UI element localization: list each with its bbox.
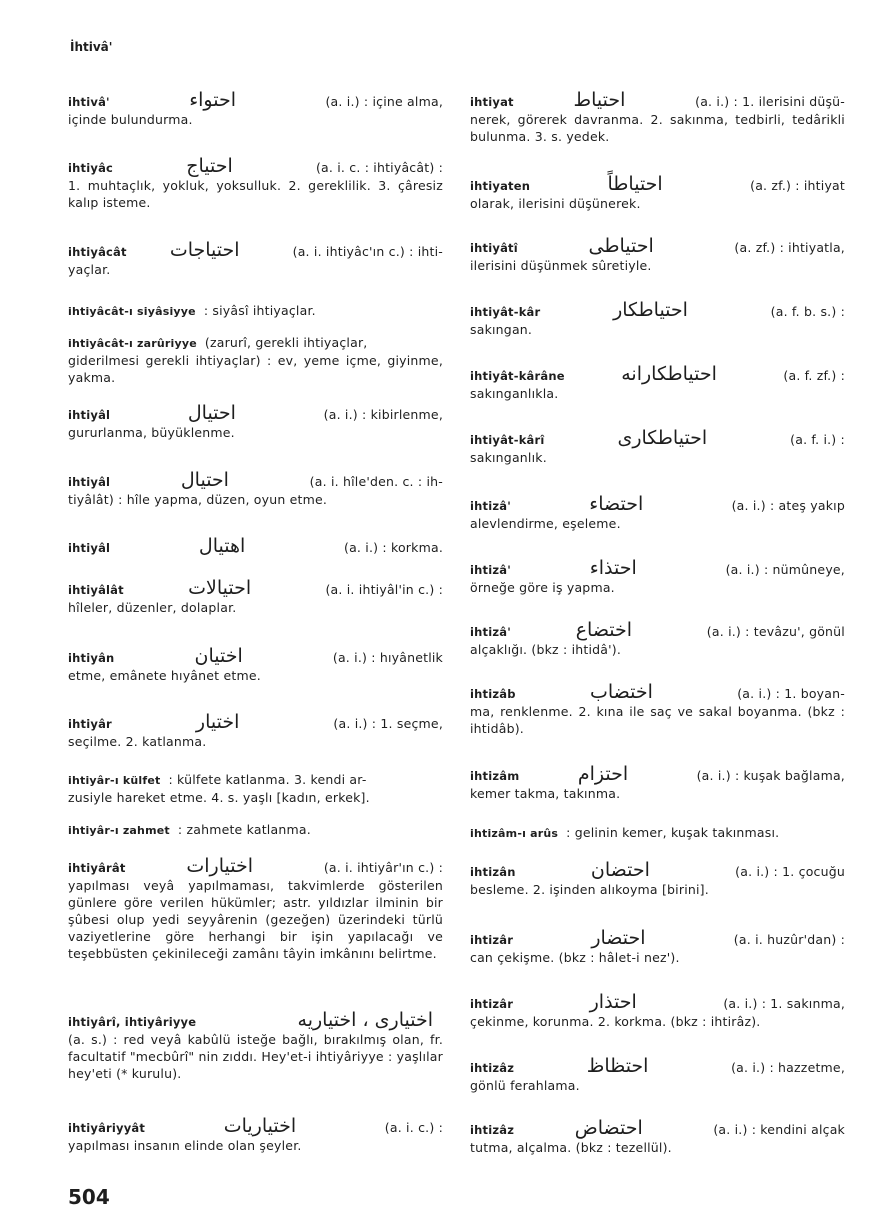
dictionary-entry xyxy=(470,619,845,658)
entry-head xyxy=(470,427,845,449)
arabic-script: اختيار xyxy=(195,711,240,733)
entry-head xyxy=(68,855,443,877)
definition: alçaklığı. (bkz : ihtidâ'). xyxy=(470,642,622,657)
dictionary-entry xyxy=(470,1055,845,1094)
entry-head xyxy=(68,821,443,839)
dictionary-entry xyxy=(68,155,443,211)
definition: içinde bulundurma. xyxy=(68,112,193,127)
definition: seçilme. 2. katlanma. xyxy=(68,734,207,749)
arabic-script: احتياطكارى xyxy=(617,427,708,449)
dictionary-entry xyxy=(68,711,443,750)
entry-head xyxy=(68,711,443,733)
arabic-script: اختيارات xyxy=(186,855,253,877)
arabic-script: احتياطكار xyxy=(613,299,688,321)
headword: ihtiyât-kârî xyxy=(470,433,545,447)
arabic-script: احتواء xyxy=(189,89,237,111)
definition: yapılması insanın elinde olan şeyler. xyxy=(68,1138,302,1153)
arabic-script: اختياريات xyxy=(223,1115,297,1137)
entry-head xyxy=(470,824,845,842)
definition: alevlendirme, eşeleme. xyxy=(470,516,621,531)
grammar-note: (a. i.) : içine alma, xyxy=(325,94,443,109)
arabic-script: احتضار xyxy=(591,927,646,949)
headword: ihtiyâcât-ı siyâsiyye xyxy=(68,305,196,318)
entry-head xyxy=(470,619,845,641)
dictionary-entry xyxy=(68,535,443,557)
headword: ihtizâ' xyxy=(470,625,511,639)
entry-head xyxy=(470,89,845,111)
headword: ihtizâ' xyxy=(470,563,511,577)
arabic-script: اختضاع xyxy=(575,619,633,641)
entry-head xyxy=(68,1009,443,1031)
entry-head xyxy=(470,927,845,949)
entry-head xyxy=(68,155,443,177)
headword: ihtizâm-ı arûs xyxy=(470,827,559,840)
dictionary-entry xyxy=(470,991,845,1030)
headword: ihtiyârât xyxy=(68,861,126,875)
dictionary-entry xyxy=(470,235,845,274)
definition: olarak, ilerisini düşünerek. xyxy=(470,196,641,211)
headword: ihtiyâriyyât xyxy=(68,1121,146,1135)
headword: ihtiyâl xyxy=(68,541,111,555)
grammar-note: (a. i. ihtiyâc'ın c.) : ihti- xyxy=(292,244,443,259)
headword: ihtiyat xyxy=(470,95,514,109)
grammar-note: (a. i.) : 1. ilerisini düşü- xyxy=(695,94,845,109)
page-number: 504 xyxy=(68,1185,110,1209)
entry-head xyxy=(470,235,845,257)
dictionary-entry xyxy=(470,173,845,212)
dictionary-entry xyxy=(68,402,443,441)
grammar-note: (a. zf.) : ihtiyatla, xyxy=(734,240,845,255)
headword: ihtiyâl xyxy=(68,408,111,422)
headword: ihtiyâr-ı zahmet xyxy=(68,824,170,837)
definition: zusiyle hareket etme. 4. s. yaşlı [kadın, erkek]. xyxy=(68,790,370,805)
definition: gönlü ferahlama. xyxy=(470,1078,580,1093)
definition: nerek, görerek davranma. 2. sakınma, tedbirli, tedârikli bulunma. 3. s. yedek. xyxy=(470,112,845,144)
grammar-note: : külfete katlanma. 3. kendi ar- xyxy=(168,772,367,787)
arabic-script: احتضاض xyxy=(574,1117,643,1139)
grammar-note: (a. i.) : 1. boyan- xyxy=(737,686,845,701)
definition: (a. s.) : red veyâ kabûlü isteğe bağlı, bırakılmış olan, fr. facultatif "mecbûrî" nin zıddı. Hey'et-i ihtiyâriyye : yaşlılar hey'eti (* kurulu). xyxy=(68,1032,443,1081)
arabic-script: احتذاء xyxy=(589,557,637,579)
definition: etme, emânete hıyânet etme. xyxy=(68,668,261,683)
grammar-note: (a. i.) : 1. çocuğu xyxy=(735,864,845,879)
dictionary-entry xyxy=(68,855,443,962)
grammar-note: (a. i.) : hıyânetlik xyxy=(332,650,443,665)
headword: ihtiyât-kâr xyxy=(470,305,541,319)
entry-head xyxy=(470,493,845,515)
arabic-script: احتذار xyxy=(589,991,637,1013)
headword: ihtizâr xyxy=(470,933,514,947)
grammar-note: (a. zf.) : ihtiyat xyxy=(750,178,845,193)
grammar-note: (a. i.) : kibirlenme, xyxy=(323,407,443,422)
headword: ihtiyâcât xyxy=(68,245,127,259)
arabic-script: اختيان xyxy=(194,645,243,667)
grammar-note: (a. i. ihtiyâr'ın c.) : xyxy=(323,860,443,875)
headword: ihtizâz xyxy=(470,1123,515,1137)
running-head: İhtivâ' xyxy=(70,40,113,54)
headword: ihtizâb xyxy=(470,687,516,701)
arabic-script: احتيال xyxy=(187,402,236,424)
definition: 1. muhtaçlık, yokluk, yoksulluk. 2. gereklilik. 3. çâresiz kalıp isteme. xyxy=(68,178,443,210)
arabic-script: احتزام xyxy=(577,763,629,785)
grammar-note: : gelinin kemer, kuşak takınması. xyxy=(566,825,780,840)
arabic-script: احتظاظ xyxy=(586,1055,649,1077)
grammar-note: (zarurî, gerekli ihtiyaçlar, xyxy=(204,335,368,350)
entry-head xyxy=(470,299,845,321)
definition: hîleler, düzenler, dolaplar. xyxy=(68,600,237,615)
dictionary-entry xyxy=(470,1117,845,1156)
entry-head xyxy=(470,763,845,785)
definition: giderilmesi gerekli ihtiyaçlar) : ev, yeme içme, giyinme, yakma. xyxy=(68,353,443,385)
dictionary-entry xyxy=(68,1009,443,1082)
headword: ihtivâ' xyxy=(68,95,110,109)
entry-head xyxy=(68,577,443,599)
entry-head xyxy=(470,859,845,881)
grammar-note: (a. i. hîle'den. c. : ih- xyxy=(309,474,443,489)
entry-head xyxy=(470,1117,845,1139)
headword: ihtizâz xyxy=(470,1061,515,1075)
arabic-script: احتياج xyxy=(186,155,233,177)
entry-head xyxy=(68,334,443,352)
definition: gururlanma, büyüklenme. xyxy=(68,425,235,440)
grammar-note: (a. i.) : 1. seçme, xyxy=(333,716,443,731)
grammar-note: (a. i.) : kuşak bağlama, xyxy=(696,768,845,783)
headword: ihtizâr xyxy=(470,997,514,1011)
headword: ihtizâm xyxy=(470,769,520,783)
grammar-note: (a. i.) : kendini alçak xyxy=(713,1122,845,1137)
dictionary-entry xyxy=(68,239,443,278)
definition: çekinme, korunma. 2. korkma. (bkz : ihtirâz). xyxy=(470,1014,761,1029)
entry-head xyxy=(470,173,845,195)
arabic-script: احتيالات xyxy=(188,577,252,599)
grammar-note: (a. i.) : 1. sakınma, xyxy=(723,996,845,1011)
arabic-script: احتضاء xyxy=(589,493,644,515)
arabic-script: اختيارى ، اختياريه xyxy=(297,1009,433,1031)
definition: tutma, alçalma. (bkz : tezellül). xyxy=(470,1140,672,1155)
definition: sakıngan. xyxy=(470,322,533,337)
grammar-note: (a. i.) : ateş yakıp xyxy=(731,498,845,513)
headword: ihtiyâr-ı külfet xyxy=(68,774,161,787)
dictionary-entry xyxy=(68,645,443,684)
dictionary-entry xyxy=(68,771,443,806)
entry-head xyxy=(470,363,845,385)
dictionary-entry xyxy=(68,302,443,320)
entry-head xyxy=(68,402,443,424)
headword: ihtizân xyxy=(470,865,516,879)
arabic-script: احتضان xyxy=(590,859,650,881)
definition: yapılması veyâ yapılmaması, takvimlerde gösterilen günlere göre verilen hükümler; astr. yıldızlar ilminin bir şûbesi olup yedi seyyârenin (gezeğen) üzerindeki türlü vaziyetlerine göre herhangi bir işin yapılacağı ve teşebbüsten çekinileceği zamânı tâyin imkânını belirtme. xyxy=(68,878,443,961)
grammar-note: (a. i. c. : ihtiyâcât) : xyxy=(315,160,443,175)
dictionary-entry xyxy=(470,427,845,466)
headword: ihtiyâtî xyxy=(470,241,518,255)
dictionary-entry xyxy=(470,363,845,402)
arabic-script: احتياطاً xyxy=(607,173,663,195)
arabic-script: احتياجات xyxy=(169,239,240,261)
entry-head xyxy=(470,681,845,703)
grammar-note: (a. f. i.) : xyxy=(790,432,845,447)
dictionary-entry xyxy=(68,577,443,616)
definition: ma, renklenme. 2. kına ile saç ve sakal boyanma. (bkz : ihtidâb). xyxy=(470,704,845,736)
dictionary-entry xyxy=(470,859,845,898)
dictionary-entry xyxy=(68,334,443,386)
headword: ihtizâ' xyxy=(470,499,511,513)
arabic-script: اختضاب xyxy=(589,681,653,703)
grammar-note: (a. i.) : korkma. xyxy=(344,540,443,555)
grammar-note: (a. i.) : nümûneye, xyxy=(725,562,845,577)
grammar-note: (a. i.) : tevâzu', gönül xyxy=(706,624,845,639)
arabic-script: احتيال xyxy=(180,469,229,491)
dictionary-entry xyxy=(68,821,443,839)
headword: ihtiyâr xyxy=(68,717,112,731)
arabic-script: اهتيال xyxy=(198,535,246,557)
dictionary-entry xyxy=(68,469,443,508)
entry-head xyxy=(68,302,443,320)
definition: kemer takma, takınma. xyxy=(470,786,621,801)
definition: sakınganlıkla. xyxy=(470,386,559,401)
definition: yaçlar. xyxy=(68,262,111,277)
dictionary-entry xyxy=(68,1115,443,1154)
grammar-note: (a. i. huzûr'dan) : xyxy=(733,932,845,947)
entry-head xyxy=(68,645,443,667)
entry-head xyxy=(68,239,443,261)
headword: ihtiyârî, ihtiyâriyye xyxy=(68,1015,197,1029)
dictionary-entry xyxy=(470,89,845,145)
definition: sakınganlık. xyxy=(470,450,547,465)
arabic-script: احتياطكارانه xyxy=(621,363,717,385)
entry-head xyxy=(470,557,845,579)
definition: can çekişme. (bkz : hâlet-i nez'). xyxy=(470,950,680,965)
dictionary-entry xyxy=(470,681,845,737)
headword: ihtiyâc xyxy=(68,161,114,175)
definition: örneğe göre iş yapma. xyxy=(470,580,615,595)
headword: ihtiyâl xyxy=(68,475,111,489)
dictionary-entry xyxy=(470,824,845,842)
dictionary-entry xyxy=(68,89,443,128)
headword: ihtiyân xyxy=(68,651,115,665)
grammar-note: (a. f. zf.) : xyxy=(783,368,845,383)
headword: ihtiyât-kârâne xyxy=(470,369,565,383)
entry-head xyxy=(68,1115,443,1137)
dictionary-entry xyxy=(470,557,845,596)
headword: ihtiyaten xyxy=(470,179,531,193)
definition: tiyâlât) : hîle yapma, düzen, oyun etme. xyxy=(68,492,328,507)
grammar-note: (a. i. ihtiyâl'in c.) : xyxy=(325,582,443,597)
entry-head xyxy=(68,469,443,491)
entry-head xyxy=(470,1055,845,1077)
arabic-script: احتياط xyxy=(573,89,626,111)
arabic-script: احتياطى xyxy=(588,235,654,257)
definition: besleme. 2. işinden alıkoyma [birini]. xyxy=(470,882,709,897)
entry-head xyxy=(68,535,443,557)
grammar-note: (a. f. b. s.) : xyxy=(770,304,845,319)
grammar-note: : siyâsî ihtiyaçlar. xyxy=(203,303,316,318)
dictionary-entry xyxy=(470,763,845,802)
dictionary-entry xyxy=(470,299,845,338)
definition: ilerisini düşünmek sûretiyle. xyxy=(470,258,652,273)
headword: ihtiyâlât xyxy=(68,583,124,597)
dictionary-entry xyxy=(470,493,845,532)
entry-head xyxy=(68,771,443,789)
entry-head xyxy=(68,89,443,111)
grammar-note: : zahmete katlanma. xyxy=(177,822,311,837)
dictionary-entry xyxy=(470,927,845,966)
entry-head xyxy=(470,991,845,1013)
grammar-note: (a. i.) : hazzetme, xyxy=(731,1060,845,1075)
headword: ihtiyâcât-ı zarûriyye xyxy=(68,337,197,350)
grammar-note: (a. i. c.) : xyxy=(384,1120,443,1135)
